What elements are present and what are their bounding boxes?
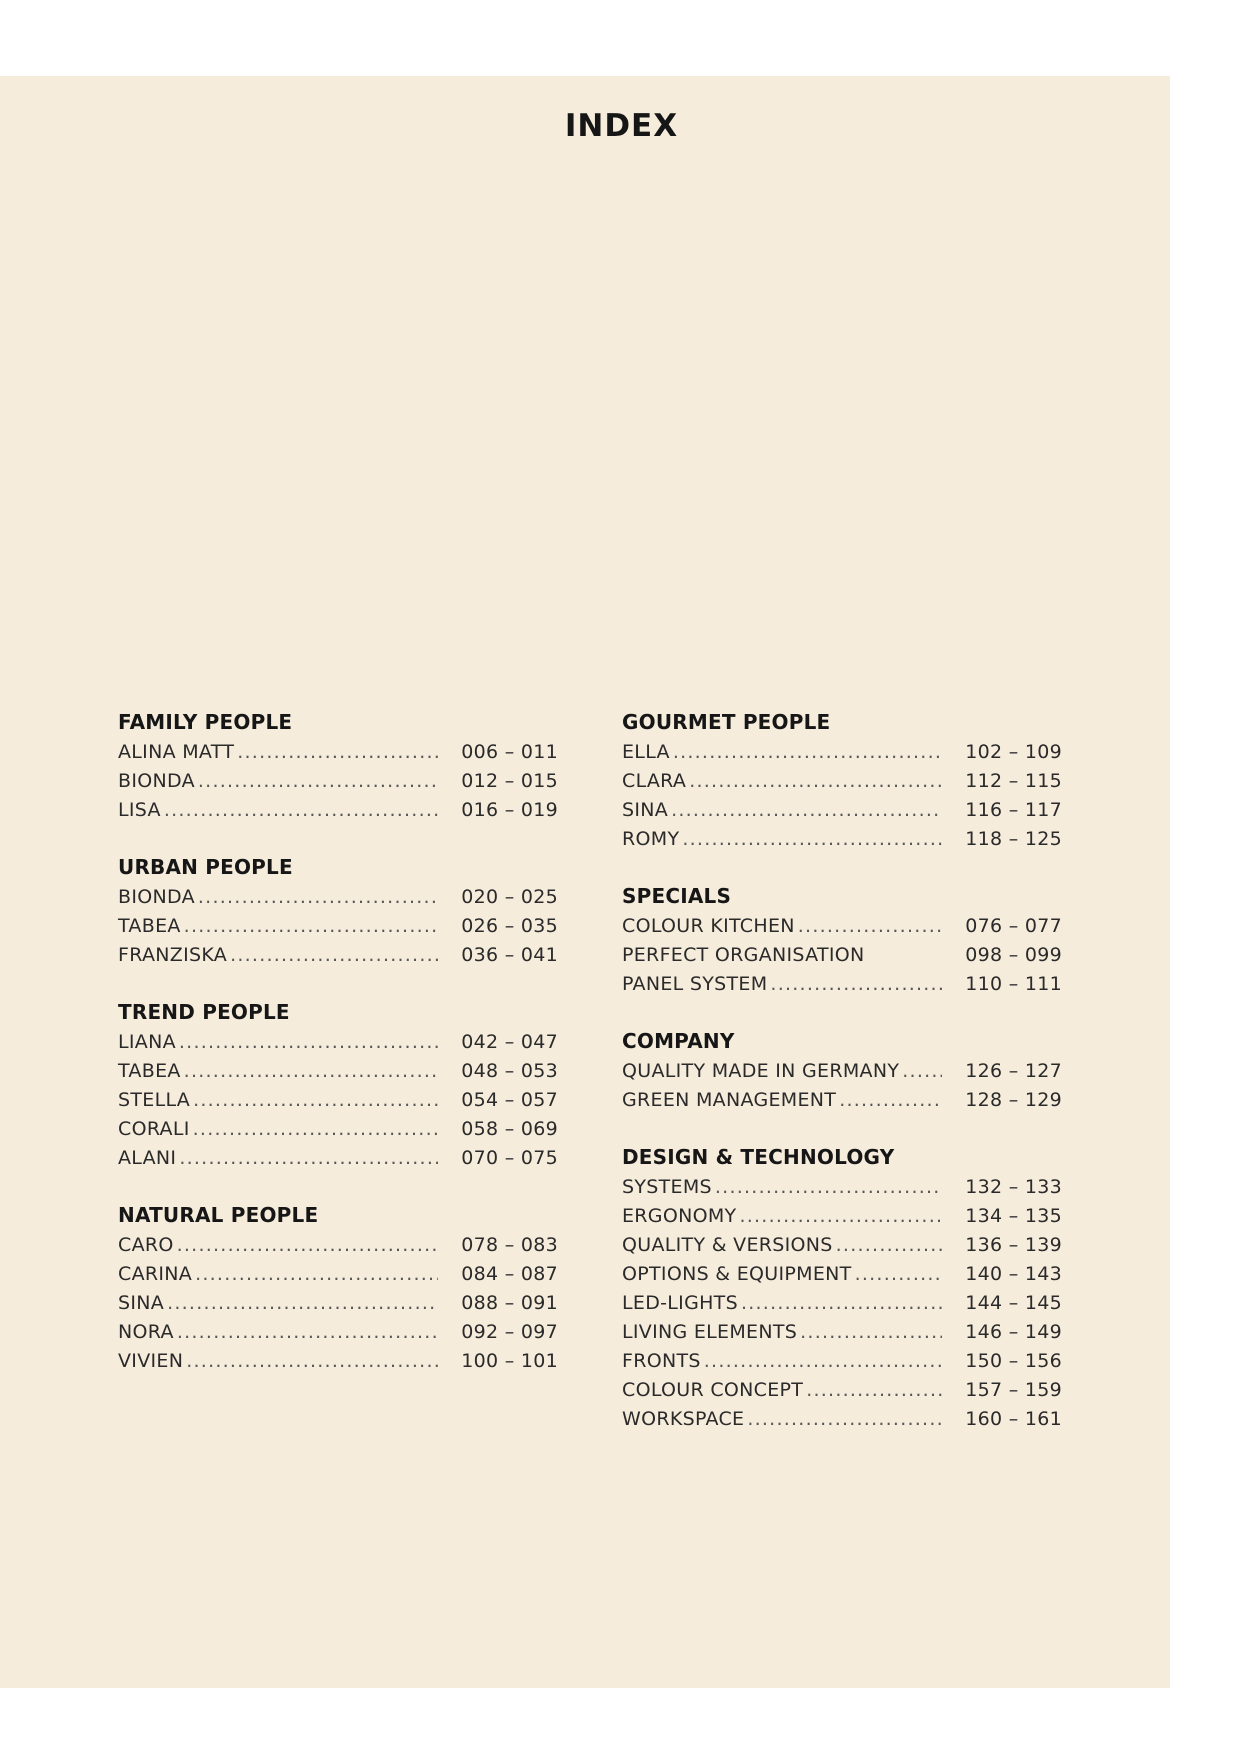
- index-entry: [118, 1144, 558, 1173]
- dot-leader: [186, 1347, 438, 1376]
- entry-name: ALINA MATT: [118, 741, 235, 763]
- index-entry: [622, 1173, 1062, 1202]
- entry-name: TABEA: [118, 1060, 181, 1082]
- section-title: URBAN PEOPLE: [118, 855, 293, 879]
- entry-page-range: 054 – 057: [461, 1089, 558, 1111]
- dot-leader: [800, 1318, 942, 1347]
- entry-name: CLARA: [622, 770, 687, 792]
- index-entry: [622, 1057, 1062, 1086]
- dot-leader: [747, 1405, 942, 1434]
- entry-page-range: 006 – 011: [461, 741, 558, 763]
- dot-leader: [741, 1289, 942, 1318]
- index-entry: [118, 941, 558, 970]
- entry-page-range: 098 – 099: [965, 944, 1062, 966]
- dot-leader: [673, 738, 942, 767]
- dot-leader: [179, 1028, 438, 1057]
- index-entry: [622, 941, 1062, 970]
- entry-name: CARINA: [118, 1263, 193, 1285]
- entry-page-range: 160 – 161: [965, 1408, 1062, 1430]
- entry-page-range: 150 – 156: [965, 1350, 1062, 1372]
- entry-page-range: 132 – 133: [965, 1176, 1062, 1198]
- index-entry: [118, 1318, 558, 1347]
- entry-page-range: 128 – 129: [965, 1089, 1062, 1111]
- index-entry: [622, 1086, 1062, 1115]
- entry-page-range: 076 – 077: [965, 915, 1062, 937]
- entry-name: QUALITY & VERSIONS: [622, 1234, 833, 1256]
- entry-name: FRONTS: [622, 1350, 701, 1372]
- entry-name: LED-LIGHTS: [622, 1292, 738, 1314]
- dot-leader: [164, 796, 438, 825]
- dot-leader: [167, 1289, 438, 1318]
- entry-name: CARO: [118, 1234, 174, 1256]
- index-entry: [118, 1347, 558, 1376]
- entry-page-range: 042 – 047: [461, 1031, 558, 1053]
- entry-name: SINA: [622, 799, 669, 821]
- entry-name: BIONDA: [118, 770, 195, 792]
- entry-name: BIONDA: [118, 886, 195, 908]
- dot-leader: [836, 1231, 942, 1260]
- index-entry: [622, 767, 1062, 796]
- index-entry: [118, 1086, 558, 1115]
- index-entry: [118, 1057, 558, 1086]
- section-title: SPECIALS: [622, 884, 732, 908]
- dot-leader: [704, 1347, 942, 1376]
- section-title: FAMILY PEOPLE: [118, 710, 293, 734]
- entry-page-range: 110 – 111: [965, 973, 1062, 995]
- index-entry: [118, 767, 558, 796]
- index-entry: [622, 1318, 1062, 1347]
- entry-name: LISA: [118, 799, 161, 821]
- entry-name: COLOUR KITCHEN: [622, 915, 795, 937]
- entry-name: OPTIONS & EQUIPMENT: [622, 1263, 852, 1285]
- entry-page-range: 126 – 127: [965, 1060, 1062, 1082]
- entry-page-range: 092 – 097: [461, 1321, 558, 1343]
- dot-leader: [682, 825, 942, 854]
- entry-name: PERFECT ORGANISATION: [622, 944, 865, 966]
- entry-page-range: 118 – 125: [965, 828, 1062, 850]
- section-title: GOURMET PEOPLE: [622, 710, 831, 734]
- entry-name: QUALITY MADE IN GERMANY: [622, 1060, 900, 1082]
- dot-leader: [184, 1057, 438, 1086]
- entry-name: STELLA: [118, 1089, 191, 1111]
- index-section: [118, 999, 558, 1173]
- entry-page-range: 102 – 109: [965, 741, 1062, 763]
- entry-name: TABEA: [118, 915, 181, 937]
- entry-page-range: 036 – 041: [461, 944, 558, 966]
- entry-name: WORKSPACE: [622, 1408, 745, 1430]
- index-section: [622, 1144, 1062, 1434]
- entry-page-range: 084 – 087: [461, 1263, 558, 1285]
- entry-page-range: 146 – 149: [965, 1321, 1062, 1343]
- dot-leader: [715, 1173, 942, 1202]
- index-entry: [622, 912, 1062, 941]
- dot-leader: [230, 941, 438, 970]
- entry-name: SYSTEMS: [622, 1176, 712, 1198]
- entry-page-range: 020 – 025: [461, 886, 558, 908]
- entry-name: GREEN MANAGEMENT: [622, 1089, 837, 1111]
- dot-leader: [855, 1260, 942, 1289]
- entry-name: LIVING ELEMENTS: [622, 1321, 798, 1343]
- dot-leader: [177, 1318, 438, 1347]
- dot-leader: [184, 912, 438, 941]
- index-entry: [622, 1202, 1062, 1231]
- index-entry: [622, 738, 1062, 767]
- entry-name: PANEL SYSTEM: [622, 973, 768, 995]
- dot-leader: [177, 1231, 438, 1260]
- dot-leader: [193, 1115, 438, 1144]
- entry-page-range: 070 – 075: [461, 1147, 558, 1169]
- index-entry: [118, 796, 558, 825]
- entry-name: ALANI: [118, 1147, 177, 1169]
- dot-leader: [689, 767, 942, 796]
- index-entry: [118, 1115, 558, 1144]
- entry-name: ERGONOMY: [622, 1205, 737, 1227]
- dot-leader: [237, 738, 438, 767]
- index-entry: [118, 738, 558, 767]
- dot-leader: [195, 1260, 438, 1289]
- entry-name: ROMY: [622, 828, 680, 850]
- index-entry: [118, 912, 558, 941]
- dot-leader: [671, 796, 942, 825]
- entry-name: ELLA: [622, 741, 670, 763]
- dot-leader: [179, 1144, 438, 1173]
- entry-page-range: 140 – 143: [965, 1263, 1062, 1285]
- dot-leader: [193, 1086, 438, 1115]
- index-entry: [118, 1260, 558, 1289]
- entry-page-range: 088 – 091: [461, 1292, 558, 1314]
- index-section: [118, 709, 558, 825]
- dot-leader: [798, 912, 942, 941]
- index-entry: [622, 970, 1062, 999]
- index-section: [622, 1028, 1062, 1115]
- dot-leader: [902, 1057, 942, 1086]
- dot-leader: [198, 767, 438, 796]
- entry-page-range: 100 – 101: [461, 1350, 558, 1372]
- dot-leader: [839, 1086, 942, 1115]
- index-entry: [622, 1289, 1062, 1318]
- entry-page-range: 134 – 135: [965, 1205, 1062, 1227]
- dot-leader: [806, 1376, 942, 1405]
- index-entry: [622, 1260, 1062, 1289]
- entry-page-range: 026 – 035: [461, 915, 558, 937]
- index-entry: [622, 796, 1062, 825]
- dot-leader: [739, 1202, 942, 1231]
- entry-page-range: 144 – 145: [965, 1292, 1062, 1314]
- index-entry: [118, 1289, 558, 1318]
- index-column-right: [622, 709, 1062, 1463]
- section-title: NATURAL PEOPLE: [118, 1203, 319, 1227]
- entry-name: CORALI: [118, 1118, 190, 1140]
- entry-name: FRANZISKA: [118, 944, 228, 966]
- entry-page-range: 112 – 115: [965, 770, 1062, 792]
- index-entry: [118, 1231, 558, 1260]
- index-section: [622, 883, 1062, 999]
- section-title: TREND PEOPLE: [118, 1000, 290, 1024]
- index-column-left: [118, 709, 558, 1405]
- entry-page-range: 012 – 015: [461, 770, 558, 792]
- index-section: [118, 854, 558, 970]
- index-entry: [118, 883, 558, 912]
- entry-page-range: 058 – 069: [461, 1118, 558, 1140]
- index-entry: [622, 1347, 1062, 1376]
- index-entry: [118, 1028, 558, 1057]
- entry-name: COLOUR CONCEPT: [622, 1379, 804, 1401]
- index-section: [118, 1202, 558, 1376]
- index-page: [0, 76, 1170, 1688]
- index-entry: [622, 1376, 1062, 1405]
- entry-page-range: 157 – 159: [965, 1379, 1062, 1401]
- entry-page-range: 078 – 083: [461, 1234, 558, 1256]
- entry-name: NORA: [118, 1321, 174, 1343]
- entry-name: LIANA: [118, 1031, 176, 1053]
- dot-leader: [198, 883, 438, 912]
- entry-page-range: 116 – 117: [965, 799, 1062, 821]
- index-entry: [622, 825, 1062, 854]
- entry-page-range: 016 – 019: [461, 799, 558, 821]
- entry-page-range: 048 – 053: [461, 1060, 558, 1082]
- entry-page-range: 136 – 139: [965, 1234, 1062, 1256]
- entry-name: VIVIEN: [118, 1350, 184, 1372]
- dot-leader: [770, 970, 942, 999]
- page-title: INDEX: [564, 108, 679, 144]
- index-section: [622, 709, 1062, 854]
- entry-name: SINA: [118, 1292, 165, 1314]
- index-entry: [622, 1231, 1062, 1260]
- index-entry: [622, 1405, 1062, 1434]
- section-title: DESIGN & TECHNOLOGY: [622, 1145, 895, 1169]
- section-title: COMPANY: [622, 1029, 735, 1053]
